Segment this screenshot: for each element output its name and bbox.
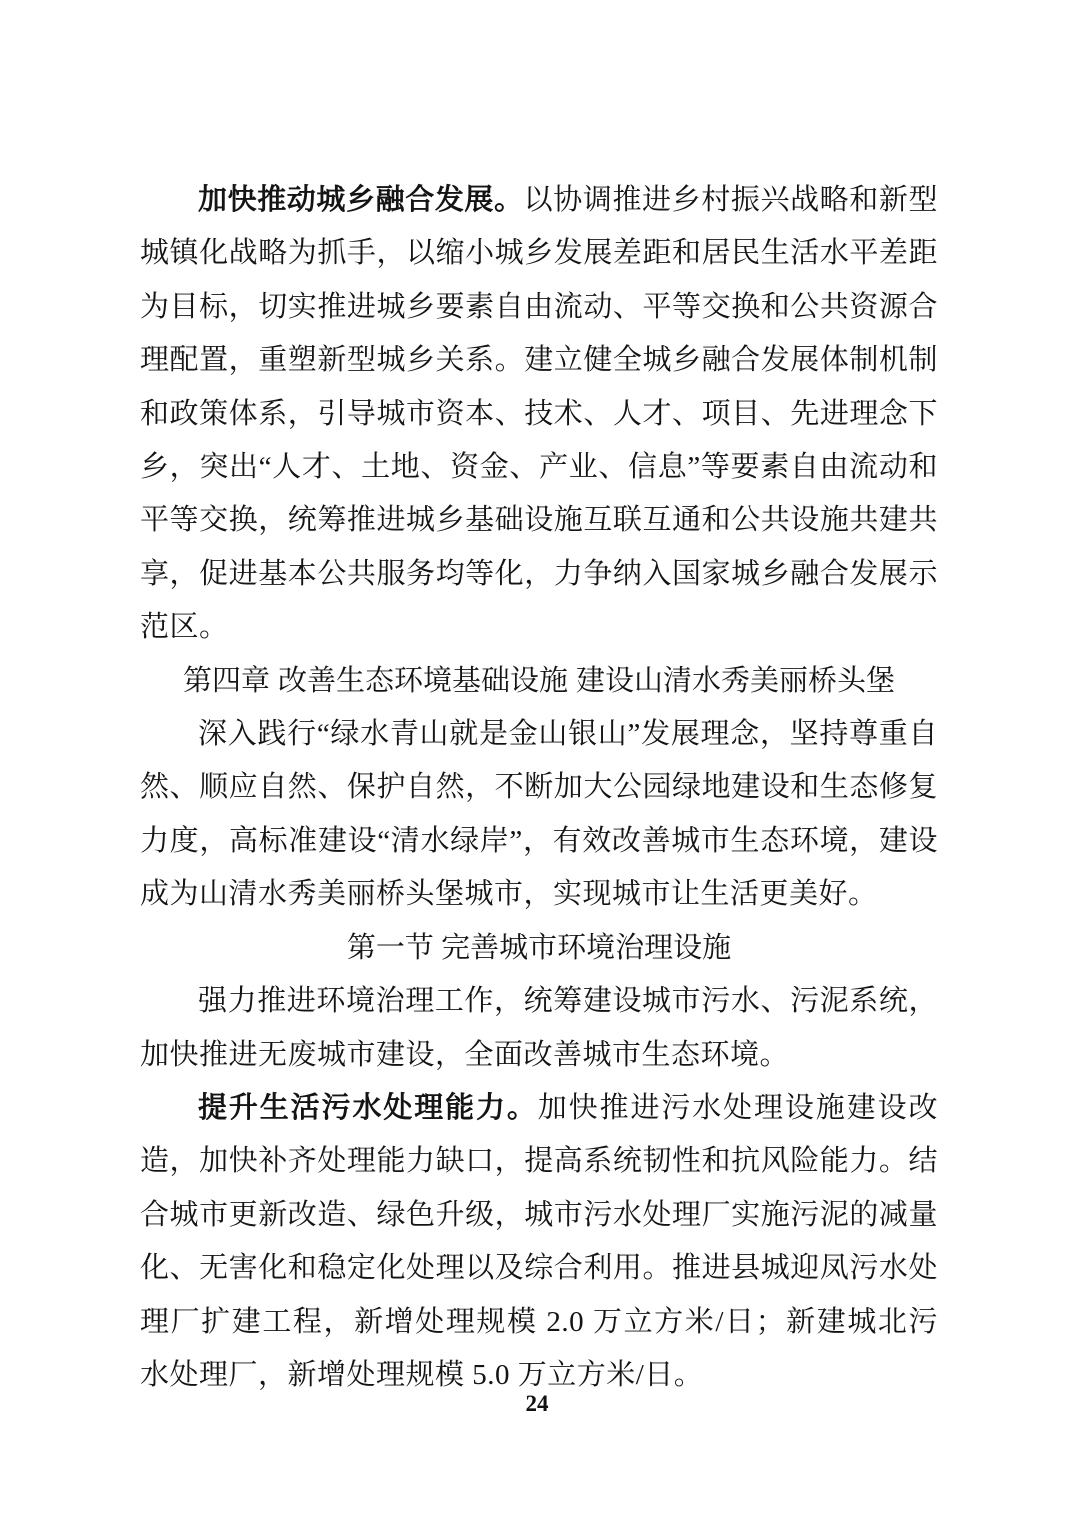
- paragraph-text-sewage: 加快推进污水处理设施建设改造，加快补齐处理能力缺口，提高系统韧性和抗风险能力。结合城市更新改造、绿色升级，城市污水处理厂实施污泥的减量化、无害化和稳定化处理以及综合利用。推进县城迎凤污水处理厂扩建工程，新增处理规模 2.0 万立方米/日；新建城北污水处理厂，新增处理规模 5.0 万立方米/日。: [140, 1091, 938, 1391]
- paragraph-lead-sewage: 提升生活污水处理能力。: [198, 1091, 538, 1124]
- paragraph-lead-urban-rural: 加快推动城乡融合发展。: [198, 184, 524, 216]
- chapter-heading: 第四章 改善生态环境基础设施 建设山清水秀美丽桥头堡: [182, 664, 896, 697]
- document-body: [140, 174, 938, 1402]
- paragraph-text-urban-rural: 以协调推进乡村振兴战略和新型城镇化战略为抓手，以缩小城乡发展差距和居民生活水平差距为目标，切实推进城乡要素自由流动、平等交换和公共资源合理配置，重塑新型城乡关系。建立健全城乡融合发展体制机制和政策体系，引导城市资本、技术、人才、项目、先进理念下乡，突出“人才、土地、资金、产业、信息”等要素自由流动和平等交换，统筹推进城乡基础设施互联互通和公共设施共建共享，促进基本公共服务均等化，力争纳入国家城乡融合发展示范区。: [140, 184, 938, 644]
- paragraph-ecology-intro: 深入践行“绿水青山就是金山银山”发展理念，坚持尊重自然、顺应自然、保护自然，不断加大公园绿地建设和生态修复力度，高标准建设“清水绿岸”，有效改善城市生态环境，建设成为山清水秀美丽桥头堡城市，实现城市让生活更美好。: [140, 718, 938, 911]
- paragraph-urban-rural-integration: [140, 174, 938, 655]
- section-heading: 第一节 完善城市环境治理设施: [346, 931, 732, 964]
- paragraph-environment-governance: 强力推进环境治理工作，统筹建设城市污水、污泥系统，加快推进无废城市建设，全面改善城市生态环境。: [140, 985, 938, 1071]
- paragraph-sewage-treatment: [140, 1082, 938, 1402]
- page-number: 24: [525, 1391, 549, 1416]
